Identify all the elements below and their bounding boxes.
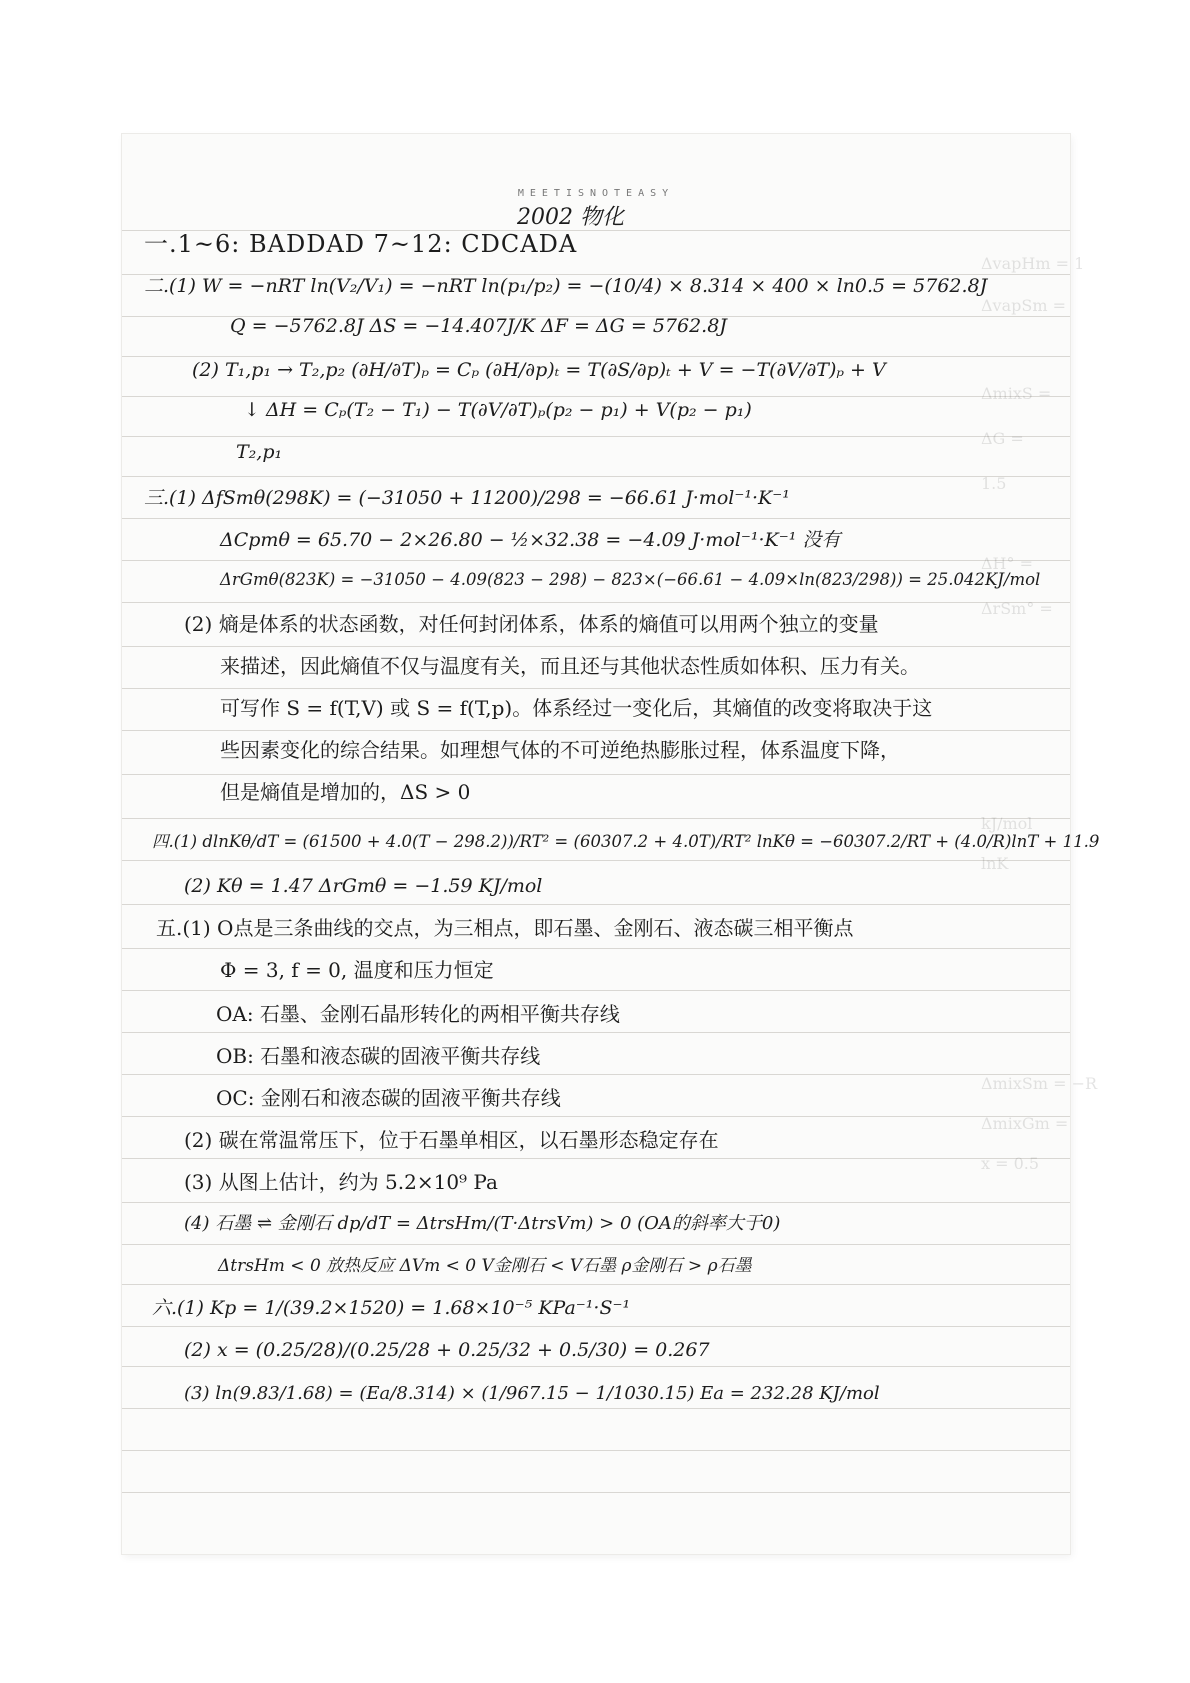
ruled-line bbox=[122, 602, 1070, 603]
answer-line: 一.1~6: BADDAD 7~12: CDCADA bbox=[144, 230, 578, 258]
ruled-line bbox=[122, 1244, 1070, 1245]
page-header: MEETISNOTEASY bbox=[517, 188, 675, 199]
ruled-line bbox=[122, 688, 1070, 689]
ghost-line: ΔmixSm = −R bbox=[981, 1074, 1098, 1093]
answer-line: (2) Kθ = 1.47 ΔrGmθ = −1.59 KJ/mol bbox=[184, 875, 543, 897]
bleed-through-text bbox=[975, 254, 1098, 1304]
answer-line: 六.(1) Kp = 1/(39.2×1520) = 1.68×10⁻⁵ KPa⁻¹·S⁻¹ bbox=[152, 1297, 631, 1319]
ghost-line: ΔmixGm = bbox=[981, 1114, 1069, 1133]
answer-line: OB: 石墨和液态碳的固液平衡共存线 bbox=[216, 1044, 541, 1068]
answer-line: (3) 从图上估计，约为 5.2×10⁹ Pa bbox=[184, 1170, 498, 1194]
answer-line: ΔrGmθ(823K) = −31050 − 4.09(823 − 298) − 823×(−66.61 − 4.09×ln(823/298)) = 25.042KJ/mol bbox=[220, 570, 1041, 589]
answer-line: T₂,p₁ bbox=[236, 441, 283, 463]
ghost-line: lnK bbox=[981, 854, 1009, 873]
ruled-line bbox=[122, 1366, 1070, 1367]
answer-line: ΔtrsHm < 0 放热反应 ΔVm < 0 V金刚石 < V石墨 ρ金刚石 > ρ石墨 bbox=[218, 1256, 752, 1276]
ruled-line bbox=[122, 560, 1070, 561]
answer-line: Q = −5762.8J ΔS = −14.407J/K ΔF = ΔG = 5762.8J bbox=[230, 315, 727, 337]
ruled-line bbox=[122, 1450, 1070, 1451]
ruled-line bbox=[122, 1032, 1070, 1033]
ruled-line bbox=[122, 818, 1070, 819]
answer-line: Φ = 3, f = 0, 温度和压力恒定 bbox=[220, 958, 494, 982]
ruled-line bbox=[122, 774, 1070, 775]
ruled-line bbox=[122, 1158, 1070, 1159]
ruled-line bbox=[122, 1326, 1070, 1327]
answer-line: (2) 碳在常温常压下，位于石墨单相区，以石墨形态稳定存在 bbox=[184, 1128, 719, 1152]
ruled-line bbox=[122, 476, 1070, 477]
ghost-line: ΔG = bbox=[981, 429, 1024, 448]
answer-line: 五.(1) O点是三条曲线的交点，为三相点，即石墨、金刚石、液态碳三相平衡点 bbox=[156, 916, 854, 940]
answer-line: OA: 石墨、金刚石晶形转化的两相平衡共存线 bbox=[216, 1002, 620, 1026]
answer-line: (3) ln(9.83/1.68) = (Ea/8.314) × (1/967.15 − 1/1030.15) Ea = 232.28 KJ/mol bbox=[184, 1383, 880, 1404]
ruled-line bbox=[122, 436, 1070, 437]
ghost-line: ΔvapSm = bbox=[981, 296, 1066, 315]
answer-line: (2) T₁,p₁ → T₂,p₂ (∂H/∂T)ₚ = Cₚ (∂H/∂p)ₜ = T(∂S/∂p)ₜ + V = −T(∂V/∂T)ₚ + V bbox=[192, 359, 886, 381]
ghost-line: ΔH° = bbox=[981, 554, 1033, 573]
answer-line: 些因素变化的综合结果。如理想气体的不可逆绝热膨胀过程，体系温度下降， bbox=[220, 738, 900, 762]
ruled-line bbox=[122, 990, 1070, 991]
ruled-line bbox=[122, 1284, 1070, 1285]
ruled-line bbox=[122, 646, 1070, 647]
answer-line: 二.(1) W = −nRT ln(V₂/V₁) = −nRT ln(p₁/p₂) = −(10/4) × 8.314 × 400 × ln0.5 = 5762.8J bbox=[144, 275, 988, 297]
ruled-line bbox=[122, 1202, 1070, 1203]
ruled-line bbox=[122, 1408, 1070, 1409]
answer-line: (4) 石墨 ⇌ 金刚石 dp/dT = ΔtrsHm/(T·ΔtrsVm) > 0 (OA的斜率大于0) bbox=[184, 1213, 781, 1234]
ruled-line bbox=[122, 1074, 1070, 1075]
ruled-line bbox=[122, 1492, 1070, 1493]
page-title: 2002 物化 bbox=[517, 205, 624, 230]
ghost-line: 1.5 bbox=[981, 474, 1007, 493]
ruled-line bbox=[122, 904, 1070, 905]
ruled-line bbox=[122, 1116, 1070, 1117]
answer-line: ↓ ΔH = Cₚ(T₂ − T₁) − T(∂V/∂T)ₚ(p₂ − p₁) + V(p₂ − p₁) bbox=[244, 399, 752, 421]
answer-line: 来描述，因此熵值不仅与温度有关，而且还与其他状态性质如体积、压力有关。 bbox=[220, 654, 920, 678]
ghost-line: kJ/mol bbox=[981, 814, 1033, 833]
answer-line: ΔCpmθ = 65.70 − 2×26.80 − ½×32.38 = −4.09 J·mol⁻¹·K⁻¹ 没有 bbox=[220, 529, 841, 551]
answer-line: 三.(1) ΔfSmθ(298K) = (−31050 + 11200)/298 = −66.61 J·mol⁻¹·K⁻¹ bbox=[144, 487, 790, 509]
answer-line: (2) x = (0.25/28)/(0.25/28 + 0.25/32 + 0.5/30) = 0.267 bbox=[184, 1339, 710, 1361]
ruled-line bbox=[122, 948, 1070, 949]
ghost-line: ΔrSm° = bbox=[981, 599, 1053, 618]
ghost-line: ΔvapHm = 1 bbox=[981, 254, 1085, 273]
answer-line: OC: 金刚石和液态碳的固液平衡共存线 bbox=[216, 1086, 561, 1110]
ghost-line: ΔmixS = bbox=[981, 384, 1052, 403]
ruled-line bbox=[122, 518, 1070, 519]
answer-line: (2) 熵是体系的状态函数，对任何封闭体系，体系的熵值可以用两个独立的变量 bbox=[184, 612, 879, 636]
notebook-page bbox=[122, 134, 1100, 1554]
ghost-line: x = 0.5 bbox=[981, 1154, 1040, 1173]
answer-line: 但是熵值是增加的，ΔS > 0 bbox=[220, 780, 471, 804]
answer-line: 可写作 S = f(T,V) 或 S = f(T,p)。体系经过一变化后，其熵值的改变将取决于这 bbox=[220, 696, 933, 720]
answer-line: 四.(1) dlnKθ/dT = (61500 + 4.0(T − 298.2))/RT² = (60307.2 + 4.0T)/RT² lnKθ = −60307.2/RT + (4.0/R)lnT + 11.9 bbox=[152, 832, 1100, 851]
ruled-line bbox=[122, 730, 1070, 731]
ruled-line bbox=[122, 860, 1070, 861]
